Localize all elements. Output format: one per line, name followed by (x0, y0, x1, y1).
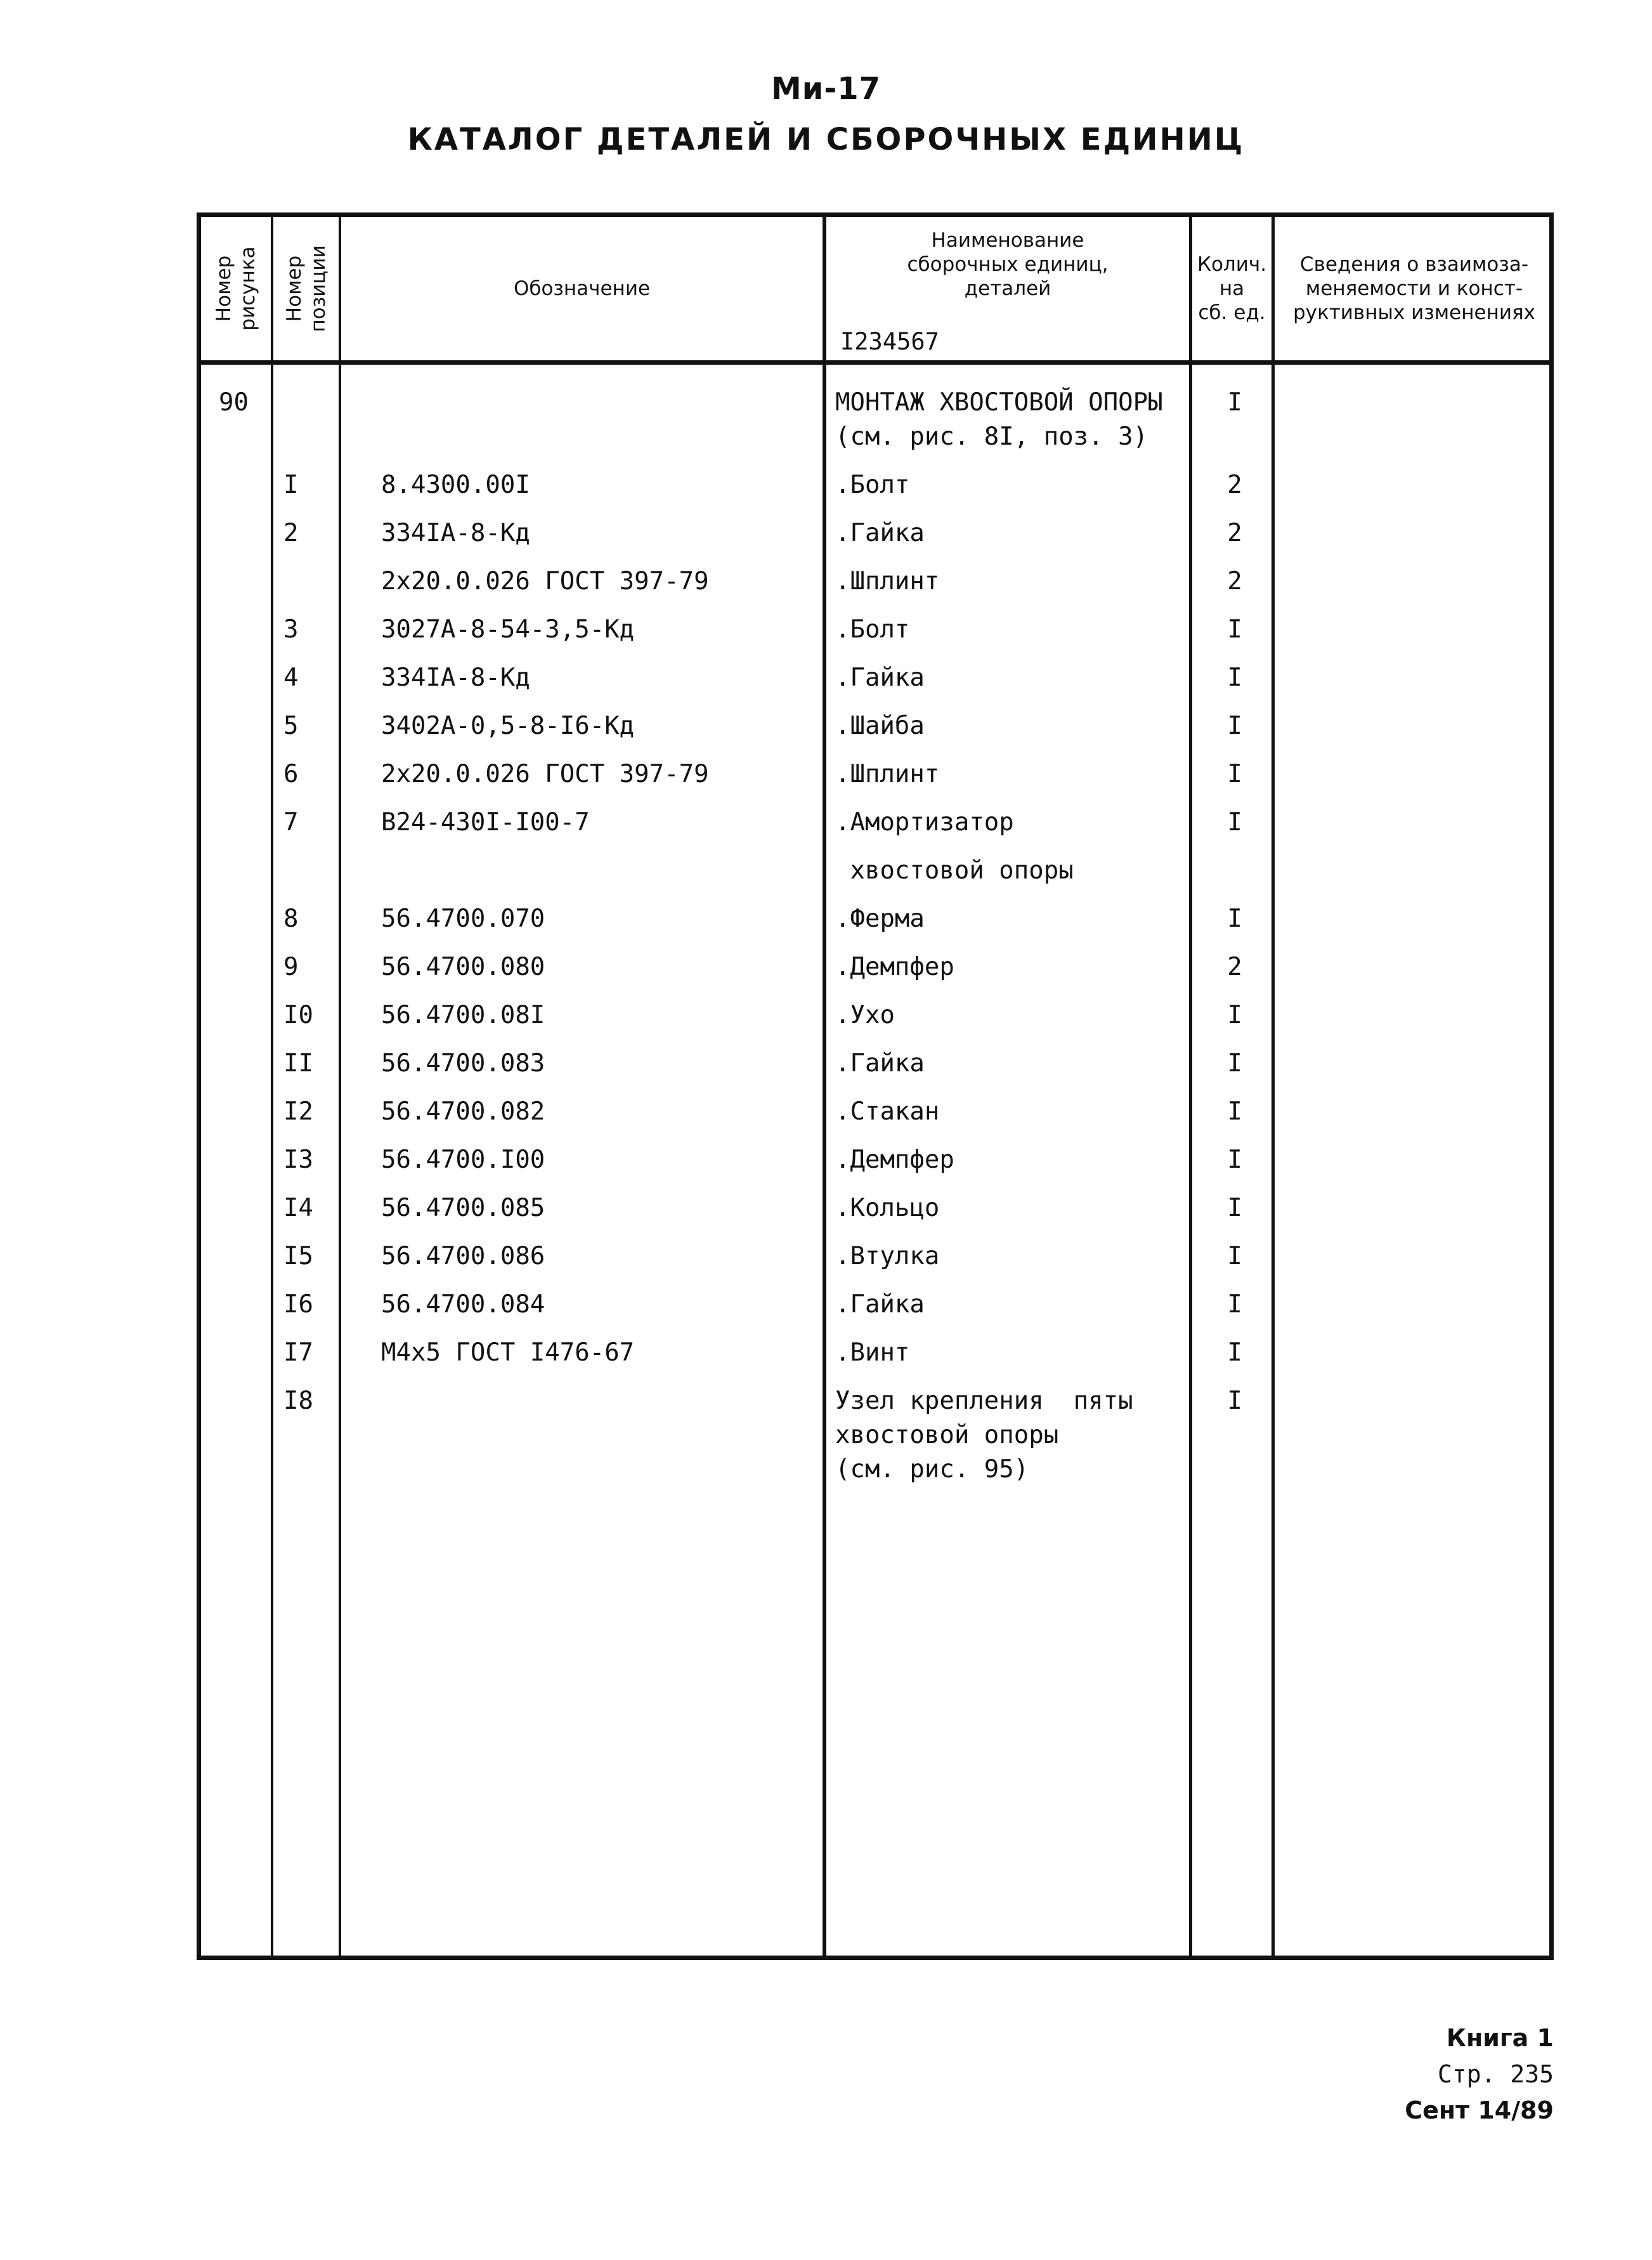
part-name-line: (см. рис. 95) (835, 1455, 1029, 1484)
part-name-line: .Амортизатор (835, 808, 1014, 837)
part-name-line: .Винт (835, 1338, 910, 1367)
part-name-line: .Шплинт (835, 567, 940, 596)
part-name-cell (835, 468, 909, 502)
quantity-cell: I (1227, 1049, 1242, 1078)
table-row (201, 1232, 1549, 1281)
table-row (201, 1281, 1549, 1329)
part-name-line: .Шплинт (835, 760, 940, 788)
header-notes (1275, 217, 1554, 360)
part-name-line: .Гайка (835, 1049, 925, 1078)
part-name-line: .Болт (835, 471, 910, 499)
part-name-line: .Гайка (835, 663, 925, 692)
designation-cell: 56.4700.085 (381, 1194, 545, 1222)
part-name-line: .Гайка (835, 1290, 925, 1319)
figure-number-cell: 90 (219, 388, 249, 417)
designation-cell: 2x20.0.026 ГОСТ 397-79 (381, 567, 709, 596)
header-text: деталей (964, 277, 1051, 300)
position-number-cell: 3 (283, 615, 299, 644)
header-text: руктивных изменениях (1292, 301, 1535, 324)
quantity-cell: I (1227, 1194, 1242, 1222)
designation-cell: 334IA-8-Кд (381, 663, 530, 692)
table-row (201, 461, 1549, 509)
table-row (201, 558, 1549, 606)
part-name-cell (835, 386, 1163, 454)
designation-cell: 3402A-0,5-8-I6-Кд (381, 712, 635, 740)
part-name-cell (835, 613, 909, 647)
part-name-line: хвостовой опоры (835, 856, 1074, 885)
header-divider (201, 360, 1549, 365)
page-footer (1405, 2020, 1554, 2129)
part-name-cell (835, 1143, 954, 1177)
designation-cell: M4x5 ГОСТ I476-67 (381, 1338, 635, 1367)
part-name-line: .Гайка (835, 519, 925, 547)
part-name-line: .Ферма (835, 905, 925, 933)
part-name-line: (см. рис. 8I, поз. 3) (835, 422, 1148, 451)
table-row (201, 799, 1549, 847)
designation-cell: 56.4700.083 (381, 1049, 545, 1078)
part-name-line: МОНТАЖ ХВОСТОВОЙ ОПОРЫ (835, 388, 1163, 417)
quantity-cell: 2 (1227, 519, 1242, 547)
part-name-line: .Болт (835, 615, 910, 644)
position-number-cell: I7 (283, 1338, 313, 1367)
part-name-cell (835, 709, 925, 743)
table-row (201, 1377, 1549, 1494)
footer-page: Стр. 235 (1437, 2060, 1554, 2088)
designation-cell: 56.4700.080 (381, 953, 545, 981)
designation-cell: 334IA-8-Кд (381, 519, 530, 547)
quantity-cell: I (1227, 1146, 1242, 1174)
position-number-cell: I2 (283, 1097, 313, 1126)
designation-cell: 56.4700.086 (381, 1242, 545, 1270)
part-name-cell (835, 1095, 939, 1129)
header-position-number (273, 217, 339, 360)
header-name-code: I234567 (840, 328, 939, 355)
position-number-cell: 7 (283, 808, 299, 837)
table-row (201, 991, 1549, 1040)
designation-cell: 56.4700.I00 (381, 1146, 545, 1174)
position-number-cell: 6 (283, 760, 299, 788)
header-text: Обозначение (513, 277, 651, 300)
part-name-line: .Шайба (835, 712, 925, 740)
designation-cell: 3027A-8-54-3,5-Кд (381, 615, 635, 644)
part-name-cell (835, 565, 939, 599)
page-catalog-title: КАТАЛОГ ДЕТАЛЕЙ И СБОРОЧНЫХ ЕДИНИЦ (407, 122, 1245, 157)
part-name-cell (835, 1336, 909, 1370)
part-name-line: .Демпфер (835, 1146, 954, 1174)
part-name-line: .Кольцо (835, 1194, 940, 1222)
position-number-cell: 4 (283, 663, 299, 692)
part-name-cell (835, 1191, 939, 1225)
position-number-cell: II (283, 1049, 313, 1078)
part-name-cell (835, 806, 1014, 840)
position-number-cell: I4 (283, 1194, 313, 1222)
header-text: сб. ед. (1198, 301, 1266, 324)
quantity-cell: 2 (1227, 471, 1242, 499)
header-text: Номер (282, 255, 306, 322)
quantity-cell: I (1227, 388, 1242, 417)
table-row (201, 1329, 1549, 1377)
position-number-cell: I3 (283, 1146, 313, 1174)
part-name-cell (835, 661, 925, 695)
designation-cell: B24-430I-I00-7 (381, 808, 590, 837)
table-row (201, 895, 1549, 943)
part-name-cell (835, 1384, 1133, 1487)
parts-catalog-table (197, 212, 1554, 1960)
quantity-cell: I (1227, 1290, 1242, 1319)
header-text: Номер (212, 255, 235, 322)
part-name-line: Узел крепления пяты (835, 1387, 1133, 1415)
header-text: Колич. (1197, 253, 1267, 276)
position-number-cell: 2 (283, 519, 299, 547)
table-row (201, 1136, 1549, 1184)
designation-cell: 8.4300.00I (381, 471, 530, 499)
table-row (201, 1088, 1549, 1136)
header-text: рисунка (237, 246, 259, 331)
quantity-cell: I (1227, 615, 1242, 644)
table-row (201, 702, 1549, 750)
position-number-cell: I5 (283, 1242, 313, 1270)
position-number-cell: 9 (283, 953, 299, 981)
quantity-cell: I (1227, 1338, 1242, 1367)
position-number-cell: I6 (283, 1290, 313, 1319)
header-figure-number (201, 217, 271, 360)
table-row (201, 750, 1549, 799)
part-name-line: хвостовой опоры (835, 1421, 1059, 1449)
header-name (826, 217, 1189, 360)
position-number-cell: I8 (283, 1387, 313, 1415)
quantity-cell: I (1227, 1387, 1242, 1415)
designation-cell: 56.4700.08I (381, 1001, 545, 1029)
position-number-cell: 8 (283, 905, 299, 933)
position-number-cell: I (283, 471, 299, 499)
part-name-cell (835, 1288, 925, 1322)
header-designation (341, 217, 823, 360)
quantity-cell: I (1227, 663, 1242, 692)
part-name-line: .Стакан (835, 1097, 940, 1126)
footer-date: Сент 14/89 (1405, 2096, 1554, 2124)
header-quantity (1192, 217, 1272, 360)
header-text: сборочных единиц, (907, 253, 1109, 276)
table-row (201, 379, 1549, 461)
quantity-cell: I (1227, 905, 1242, 933)
quantity-cell: I (1227, 1242, 1242, 1270)
quantity-cell: 2 (1227, 567, 1242, 596)
part-name-cell (835, 757, 939, 792)
table-row (201, 654, 1549, 702)
designation-cell: 2x20.0.026 ГОСТ 397-79 (381, 760, 709, 788)
position-number-cell: I0 (283, 1001, 313, 1029)
table-row (201, 1184, 1549, 1232)
table-row (201, 1040, 1549, 1088)
page-model-title: Ми-17 (771, 71, 881, 107)
footer-book: Книга 1 (1446, 2024, 1554, 2052)
part-name-line: .Втулка (835, 1242, 940, 1270)
header-text: меняемости и конст- (1305, 277, 1523, 300)
part-name-cell (835, 902, 925, 936)
part-name-line: .Демпфер (835, 953, 954, 981)
part-name-cell (835, 998, 895, 1033)
quantity-cell: I (1227, 760, 1242, 788)
header-text: на (1219, 277, 1245, 300)
part-name-cell (835, 950, 954, 984)
table-body (201, 379, 1549, 1494)
quantity-cell: I (1227, 1097, 1242, 1126)
part-name-cell (835, 1239, 939, 1274)
table-row (201, 847, 1549, 895)
quantity-cell: I (1227, 712, 1242, 740)
designation-cell: 56.4700.070 (381, 905, 545, 933)
part-name-cell (835, 1047, 925, 1081)
header-text: Наименование (931, 229, 1084, 252)
header-text: позиции (306, 245, 330, 332)
designation-cell: 56.4700.084 (381, 1290, 545, 1319)
quantity-cell: I (1227, 1001, 1242, 1029)
table-row (201, 943, 1549, 991)
part-name-cell (835, 516, 925, 551)
table-row (201, 606, 1549, 654)
table-row (201, 509, 1549, 558)
part-name-cell (835, 854, 1074, 888)
designation-cell: 56.4700.082 (381, 1097, 545, 1126)
part-name-line: .Ухо (835, 1001, 895, 1029)
quantity-cell: 2 (1227, 953, 1242, 981)
quantity-cell: I (1227, 808, 1242, 837)
header-text: Сведения о взаимоза- (1299, 253, 1529, 276)
position-number-cell: 5 (283, 712, 299, 740)
